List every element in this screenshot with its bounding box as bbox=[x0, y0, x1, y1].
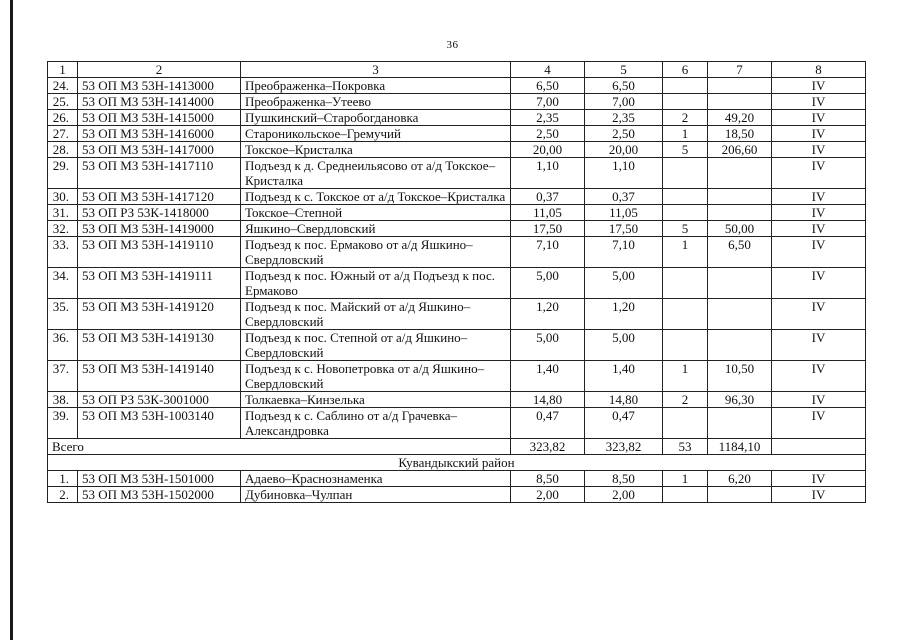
table-row bbox=[48, 158, 866, 189]
row-number: 27. bbox=[48, 126, 78, 142]
road-name: Толкаевка–Кинзелька bbox=[241, 392, 511, 408]
length-hard: 1,10 bbox=[585, 158, 663, 189]
road-code: 53 ОП РЗ 53К-3001000 bbox=[78, 392, 241, 408]
road-category: IV bbox=[772, 471, 866, 487]
road-code: 53 ОП МЗ 53Н-1419120 bbox=[78, 299, 241, 330]
road-code: 53 ОП МЗ 53Н-1419110 bbox=[78, 237, 241, 268]
row-number: 33. bbox=[48, 237, 78, 268]
road-name: Староникольское–Гремучий bbox=[241, 126, 511, 142]
road-name: Яшкино–Свердловский bbox=[241, 221, 511, 237]
length-hard: 2,00 bbox=[585, 487, 663, 503]
row-number: 29. bbox=[48, 158, 78, 189]
length-total: 1,20 bbox=[511, 299, 585, 330]
table-row bbox=[48, 268, 866, 299]
row-number: 1. bbox=[48, 471, 78, 487]
road-category: IV bbox=[772, 487, 866, 503]
road-name: Подъезд к с. Новопетровка от а/д Яшкино–Свердловский bbox=[241, 361, 511, 392]
road-name: Адаево–Краснознаменка bbox=[241, 471, 511, 487]
bridges-count: 5 bbox=[663, 221, 708, 237]
bridges-length: 6,20 bbox=[708, 471, 772, 487]
table-row bbox=[48, 330, 866, 361]
row-number: 39. bbox=[48, 408, 78, 439]
length-hard: 1,40 bbox=[585, 361, 663, 392]
bridges-count: 5 bbox=[663, 142, 708, 158]
road-category: IV bbox=[772, 268, 866, 299]
bridges-length bbox=[708, 205, 772, 221]
road-name: Подъезд к пос. Южный от а/д Подъезд к пос. Ермаково bbox=[241, 268, 511, 299]
road-code: 53 ОП МЗ 53Н-1003140 bbox=[78, 408, 241, 439]
bridges-count bbox=[663, 487, 708, 503]
table-row bbox=[48, 205, 866, 221]
road-category: IV bbox=[772, 142, 866, 158]
row-number: 31. bbox=[48, 205, 78, 221]
length-total: 323,82 bbox=[511, 439, 585, 455]
table-row bbox=[48, 237, 866, 268]
bridges-length bbox=[708, 94, 772, 110]
section-title: Кувандыкский район bbox=[48, 455, 866, 471]
row-number: 2. bbox=[48, 487, 78, 503]
road-code: 53 ОП МЗ 53Н-1419000 bbox=[78, 221, 241, 237]
road-code: 53 ОП МЗ 53Н-1419130 bbox=[78, 330, 241, 361]
road-code: 53 ОП МЗ 53Н-1413000 bbox=[78, 78, 241, 94]
length-hard: 5,00 bbox=[585, 268, 663, 299]
bridges-count: 1 bbox=[663, 237, 708, 268]
road-code: 53 ОП МЗ 53Н-1417000 bbox=[78, 142, 241, 158]
length-hard: 6,50 bbox=[585, 78, 663, 94]
column-header: 8 bbox=[772, 62, 866, 78]
roads-table bbox=[47, 61, 866, 503]
length-hard: 2,35 bbox=[585, 110, 663, 126]
bridges-count bbox=[663, 408, 708, 439]
bridges-length bbox=[708, 487, 772, 503]
bridges-length: 206,60 bbox=[708, 142, 772, 158]
road-name: Подъезд к с. Токское от а/д Токское–Кристалка bbox=[241, 189, 511, 205]
table-body bbox=[48, 62, 866, 503]
road-name: Преображенка–Утеево bbox=[241, 94, 511, 110]
bridges-length bbox=[708, 78, 772, 94]
length-total: 1,40 bbox=[511, 361, 585, 392]
bridges-count: 1 bbox=[663, 361, 708, 392]
road-category: IV bbox=[772, 94, 866, 110]
length-hard: 14,80 bbox=[585, 392, 663, 408]
length-hard: 1,20 bbox=[585, 299, 663, 330]
length-total: 20,00 bbox=[511, 142, 585, 158]
length-total: 14,80 bbox=[511, 392, 585, 408]
row-number: 37. bbox=[48, 361, 78, 392]
road-code: 53 ОП МЗ 53Н-1416000 bbox=[78, 126, 241, 142]
table-row bbox=[48, 221, 866, 237]
bridges-count bbox=[663, 330, 708, 361]
bridges-length bbox=[708, 299, 772, 330]
bridges-count bbox=[663, 158, 708, 189]
road-code: 53 ОП РЗ 53К-1418000 bbox=[78, 205, 241, 221]
road-category: IV bbox=[772, 361, 866, 392]
road-name: Подъезд к пос. Степной от а/д Яшкино–Свердловский bbox=[241, 330, 511, 361]
row-number: 36. bbox=[48, 330, 78, 361]
road-name: Подъезд к пос. Ермаково от а/д Яшкино–Свердловский bbox=[241, 237, 511, 268]
length-hard: 323,82 bbox=[585, 439, 663, 455]
bridges-length bbox=[708, 408, 772, 439]
road-category: IV bbox=[772, 408, 866, 439]
bridges-count bbox=[663, 189, 708, 205]
road-name: Подъезд к с. Саблино от а/д Грачевка–Александровка bbox=[241, 408, 511, 439]
scan-edge-bar bbox=[10, 0, 13, 640]
road-code: 53 ОП МЗ 53Н-1414000 bbox=[78, 94, 241, 110]
bridges-count bbox=[663, 205, 708, 221]
road-category: IV bbox=[772, 78, 866, 94]
row-number: 35. bbox=[48, 299, 78, 330]
total-row bbox=[48, 439, 866, 455]
bridges-length: 1184,10 bbox=[708, 439, 772, 455]
bridges-count bbox=[663, 94, 708, 110]
length-total: 11,05 bbox=[511, 205, 585, 221]
row-number: 26. bbox=[48, 110, 78, 126]
road-name: Подъезд к пос. Майский от а/д Яшкино–Свердловский bbox=[241, 299, 511, 330]
table-row bbox=[48, 110, 866, 126]
road-name: Токское–Кристалка bbox=[241, 142, 511, 158]
column-header: 3 bbox=[241, 62, 511, 78]
length-hard: 5,00 bbox=[585, 330, 663, 361]
length-hard: 7,10 bbox=[585, 237, 663, 268]
length-hard: 17,50 bbox=[585, 221, 663, 237]
length-total: 5,00 bbox=[511, 330, 585, 361]
bridges-length: 10,50 bbox=[708, 361, 772, 392]
road-code: 53 ОП МЗ 53Н-1419140 bbox=[78, 361, 241, 392]
road-category: IV bbox=[772, 221, 866, 237]
bridges-count: 53 bbox=[663, 439, 708, 455]
road-code: 53 ОП МЗ 53Н-1502000 bbox=[78, 487, 241, 503]
length-total: 2,50 bbox=[511, 126, 585, 142]
table-row bbox=[48, 299, 866, 330]
road-code: 53 ОП МЗ 53Н-1501000 bbox=[78, 471, 241, 487]
length-hard: 0,37 bbox=[585, 189, 663, 205]
bridges-count: 1 bbox=[663, 126, 708, 142]
table-row bbox=[48, 361, 866, 392]
column-header: 1 bbox=[48, 62, 78, 78]
length-total: 8,50 bbox=[511, 471, 585, 487]
table-row bbox=[48, 94, 866, 110]
bridges-length: 18,50 bbox=[708, 126, 772, 142]
length-total: 17,50 bbox=[511, 221, 585, 237]
column-header: 6 bbox=[663, 62, 708, 78]
bridges-length: 49,20 bbox=[708, 110, 772, 126]
table-row bbox=[48, 471, 866, 487]
road-category: IV bbox=[772, 110, 866, 126]
bridges-length bbox=[708, 158, 772, 189]
row-number: 34. bbox=[48, 268, 78, 299]
column-header: 4 bbox=[511, 62, 585, 78]
road-category bbox=[772, 439, 866, 455]
length-total: 6,50 bbox=[511, 78, 585, 94]
length-total: 7,10 bbox=[511, 237, 585, 268]
row-number: 28. bbox=[48, 142, 78, 158]
table-row bbox=[48, 392, 866, 408]
bridges-count: 2 bbox=[663, 110, 708, 126]
bridges-length: 6,50 bbox=[708, 237, 772, 268]
road-name: Пушкинский–Старобогдановка bbox=[241, 110, 511, 126]
bridges-count: 2 bbox=[663, 392, 708, 408]
row-number: 30. bbox=[48, 189, 78, 205]
bridges-length bbox=[708, 330, 772, 361]
length-hard: 0,47 bbox=[585, 408, 663, 439]
table-row bbox=[48, 142, 866, 158]
road-name: Преображенка–Покровка bbox=[241, 78, 511, 94]
bridges-count bbox=[663, 268, 708, 299]
length-total: 0,37 bbox=[511, 189, 585, 205]
bridges-count: 1 bbox=[663, 471, 708, 487]
row-number: 24. bbox=[48, 78, 78, 94]
length-total: 5,00 bbox=[511, 268, 585, 299]
length-hard: 20,00 bbox=[585, 142, 663, 158]
table-row bbox=[48, 408, 866, 439]
section-row bbox=[48, 455, 866, 471]
bridges-length bbox=[708, 268, 772, 299]
road-name: Подъезд к д. Среднеильясово от а/д Токское–Кристалка bbox=[241, 158, 511, 189]
bridges-count bbox=[663, 299, 708, 330]
length-hard: 11,05 bbox=[585, 205, 663, 221]
road-category: IV bbox=[772, 330, 866, 361]
total-label: Всего bbox=[48, 439, 511, 455]
road-category: IV bbox=[772, 158, 866, 189]
table-row bbox=[48, 487, 866, 503]
road-code: 53 ОП МЗ 53Н-1419111 bbox=[78, 268, 241, 299]
column-header: 5 bbox=[585, 62, 663, 78]
header-row bbox=[48, 62, 866, 78]
length-total: 2,35 bbox=[511, 110, 585, 126]
row-number: 38. bbox=[48, 392, 78, 408]
row-number: 32. bbox=[48, 221, 78, 237]
road-name: Токское–Степной bbox=[241, 205, 511, 221]
road-category: IV bbox=[772, 126, 866, 142]
road-category: IV bbox=[772, 189, 866, 205]
length-total: 7,00 bbox=[511, 94, 585, 110]
table-row bbox=[48, 126, 866, 142]
road-category: IV bbox=[772, 299, 866, 330]
column-header: 2 bbox=[78, 62, 241, 78]
length-hard: 8,50 bbox=[585, 471, 663, 487]
bridges-count bbox=[663, 78, 708, 94]
length-hard: 2,50 bbox=[585, 126, 663, 142]
page-number: 36 bbox=[446, 39, 459, 51]
bridges-length: 96,30 bbox=[708, 392, 772, 408]
bridges-length bbox=[708, 189, 772, 205]
table-row bbox=[48, 189, 866, 205]
road-code: 53 ОП МЗ 53Н-1415000 bbox=[78, 110, 241, 126]
road-category: IV bbox=[772, 205, 866, 221]
column-header: 7 bbox=[708, 62, 772, 78]
road-category: IV bbox=[772, 392, 866, 408]
road-code: 53 ОП МЗ 53Н-1417110 bbox=[78, 158, 241, 189]
length-total: 1,10 bbox=[511, 158, 585, 189]
road-category: IV bbox=[772, 237, 866, 268]
length-total: 2,00 bbox=[511, 487, 585, 503]
road-name: Дубиновка–Чулпан bbox=[241, 487, 511, 503]
table-row bbox=[48, 78, 866, 94]
road-code: 53 ОП МЗ 53Н-1417120 bbox=[78, 189, 241, 205]
length-total: 0,47 bbox=[511, 408, 585, 439]
row-number: 25. bbox=[48, 94, 78, 110]
length-hard: 7,00 bbox=[585, 94, 663, 110]
bridges-length: 50,00 bbox=[708, 221, 772, 237]
